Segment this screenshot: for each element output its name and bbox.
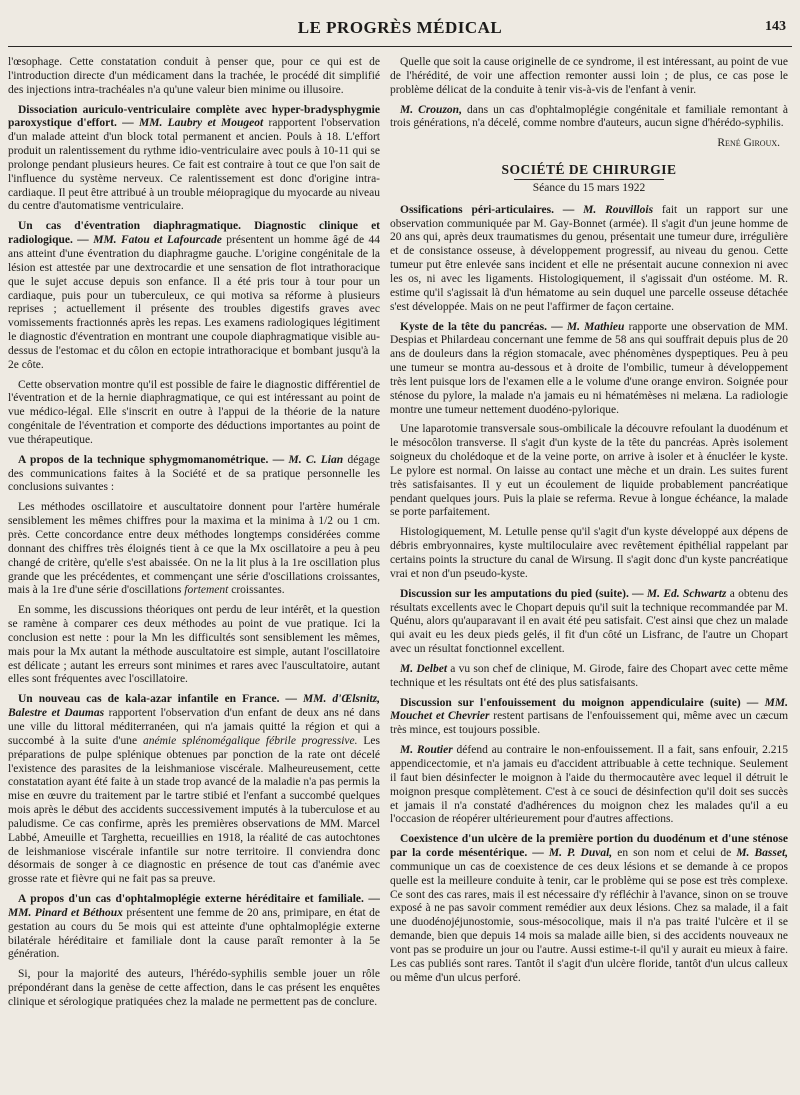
section-rule — [514, 179, 664, 180]
article-title: A propos de la technique sphygmomanométrique. — [18, 453, 269, 466]
article-title: Discussion sur l'enfouissement du moignon appendiculaire (suite) — [400, 696, 741, 709]
running-title: LE PROGRÈS MÉDICAL — [297, 18, 503, 37]
page-header — [8, 6, 792, 47]
article-title: A propos d'un cas d'ophtalmoplégie externe héréditaire et familiale. — [18, 893, 364, 906]
article-body: présentent une femme de 20 ans, primipare, en état de gestation au cours du 5e mois qui est atteinte d'une ophtalmoplégie externe bilatérale héréditaire et familiale dont la cause paraît remonter à la 5e génération. — [8, 906, 380, 961]
article-body: rapportent l'observation d'un malade atteint d'un block total permanent et ancien. Pouls à 18. L'effort produit un ralentissement du rythme idio-ventriculaire avec pouls à 10-11 qui se prolonge pendant plusieurs heures. Ce fait est contraire à tout ce que l'on sait de l'influence du système nerveux. Ce ralentissement est donc d'origine intra-cardiaque. Il peut être attribué à un trouble méiopragique du myocarde au niveau du centre d'automatisme ventriculaire. — [8, 117, 380, 213]
paragraph: Si, pour la majorité des auteurs, l'hérédo-syphilis semble jouer un rôle prépondérant dans la genèse de cette affection, dans le cas présent les enquêtes clinique et sérologique pratiquées chez la malade ne permettent pas de conclure. — [8, 968, 380, 1008]
article-kala-azar: Un nouveau cas de kala-azar infantile en France. — MM. d'Œlsnitz, Balestre et Daumas rapportent l'observation d'un enfant de deux ans né dans une ville du littoral méditerranéen, qui n'a jamais quitté la région et qui a succombé à la suite d'une anémie splénomégalique fébrile progressive. Les préparations de pulpe splénique obtenues par ponction de la rate ont décelé l'existence des parasites de la leishmaniose viscérale. Malheureusement, cette constatation ayant été faite à un stade trop avancé de la maladie n'a pas permis la mise en œuvre du traitement par le tartre stibié et l'enfant a succombé quelques mois après le début des accidents successivement imputés à la tuberculose et au paludisme. Ce cas confirme, après les premières observations de MM. Marcel Labbé, Ameuille et Targhetta, recueillies en 1918, la réalité de cas autochtones de leishmaniose viscérale infantile sur notre territoire. Il conviendra donc désormais de songer à ce diagnostic en présence de tout cas d'anémie avec grosse rate et fièvre qui ne fait pas sa preuve. — [8, 693, 380, 886]
article-authors: — M. Rouvillois — [562, 203, 654, 216]
article-title: Kyste de la tête du pancréas. — [400, 320, 548, 333]
article-title: Coexistence d'un ulcère de la première portion du duodénum et d'une sténose par la corde mésentérique. — [390, 833, 788, 860]
paragraph: Cette observation montre qu'il est possible de faire le diagnostic différentiel de l'éventration et de la hernie diaphragmatique, ce qui est intéressant au point de vue médico-légal. Elle s'inscrit en outre à l'appui de la théorie de la nature congénitale de l'éventration et comporte des déductions importantes au point de vue thérapeutique. — [8, 378, 380, 446]
article-title: Un nouveau cas de kala-azar infantile en France. — [18, 693, 280, 706]
paragraph: M. Delbet a vu son chef de clinique, M. Girode, faire des Chopart avec cette même technique et les résultats ont été des plus satisfaisants. — [390, 662, 788, 689]
right-column — [390, 56, 788, 1067]
page-number: 143 — [765, 19, 786, 34]
article-dissociation — [8, 104, 380, 215]
article-title: Discussion sur les amputations du pied (suite). — [400, 587, 629, 600]
article-authors: — M. C. Lian — [272, 453, 344, 466]
paragraph: Histologiquement, M. Letulle pense qu'il s'agit d'un kyste développé aux dépens de débris embryonnaires, kyste multiloculaire avec revêtement épithélial rappelant par certains points la structure du canal de Wirsung. Il s'agit donc d'un kyste pancréatique vrai et non d'un pseudo-kyste. — [390, 526, 788, 580]
article-authors: — MM. d'Œlsnitz, Balestre et Daumas — [8, 693, 380, 720]
article-title: Ossifications péri-articulaires. — [400, 203, 554, 216]
article-authors: — M. P. Duval, — [532, 847, 613, 860]
article-ophtalmoplegie — [8, 893, 380, 962]
paragraph: En somme, les discussions théoriques ont perdu de leur intérêt, et la question se ramène à comparer ces deux méthodes au point de vue pratique. Ici la conclusion est nette : pour la Mn les difficultés sont sensiblement les mêmes, mais pour la Mx autant la méthode auscultatoire est simple, autant l'oscillatoire est délicate ; autant les erreurs sont minimes et rares avec l'auscultatoire, autant elles sont fréquentes avec l'oscillatoire. — [8, 604, 380, 686]
article-authors: — MM. Pinard et Béthoux — [8, 893, 380, 919]
section-date: Séance du 15 mars 1922 — [532, 181, 646, 194]
article-body: fait un rapport sur une observation communiquée par M. Gay-Bonnet (armée). Il s'agit d'un jeune homme de 20 ans qui, après deux traumatismes du genou, présentait une tumeur dure, irrégulière et de consistance osseuse, à développement progressif, au niveau du genou. Cette tumeur put être enlevée sans incident et elle ne présentait aucune connexion ni avec les os, ni avec les ligaments. Histologiquement, il s'agissait d'un ostéome. M. R. estime qu'il s'agissait là d'un hématome au sein duquel une parcelle osseuse détachée s'est développée. Mais on ne peut l'affirmer de façon certaine. — [390, 203, 788, 313]
paragraph: Quelle que soit la cause originelle de ce syndrome, il est intéressant, au point de vue de l'hérédité, de voir une affection remonter aussi loin ; de plus, ce cas pose le problème délicat de la conduite à tenir vis-à-vis de l'enfant à venir. — [390, 56, 788, 96]
article-eventration — [8, 220, 380, 372]
article-sphygmomanometrie — [8, 454, 380, 496]
section-title: SOCIÉTÉ DE CHIRURGIE — [501, 162, 677, 178]
article-body: restent partisans de l'enfouissement qui, même avec un cæcum très mince, est toujours possible. — [390, 710, 788, 737]
article-moignon — [390, 697, 788, 739]
article-body: a obtenu des résultats excellents avec le Chopart depuis qu'il suit la technique recommandée par M. Quénu, alors qu'auparavant il en avait été peu satisfait. C'est ainsi que chez un malade qui avait eu les deux pieds gelés, il fit d'un côté un Lisfranc, de l'autre un Chopart avec un résultat fonctionnel excellent. — [390, 587, 788, 656]
article-authors: — M. Ed. Schwartz — [632, 587, 727, 600]
article-body: présentent un homme âgé de 44 ans atteint d'une éventration du diaphragme gauche. L'origine congénitale de la lésion est attestée par une dextrocardie et une sensation de flot intrathoracique que le sujet accuse depuis son enfance. Il a été pris tour à tour pour un cardiaque, puis pour un tuberculeux, ce qui motiva sa réforme à plusieurs reprises ; actuellement il présente des troubles digestifs graves avec vomissements fractionnés après les repas. Les examens radiologiques légitiment le diagnostic d'éventration en montrant une coupole diaphragmatique visible au-dessus de l'estomac et du côlon en ectopie intrathoracique et bombant jusqu'à la 2e côte. — [8, 234, 380, 371]
article-ossifications — [390, 204, 788, 315]
paragraph: Les méthodes oscillatoire et auscultatoire donnent pour l'artère humérale sensiblement les mêmes chiffres pour la maxima et la minima à 1/2 ou 1 cm. près. Cette concordance entre deux méthodes longtemps considérées comme donnant des chiffres très éloignés tient à ce que la Mx oscillatoire a peu à peu changé de critère, qu'elle s'est abaissée. On ne la lit plus à la 1re oscillation plus grande que les précédentes, et commençant une série d'oscillations croissantes, mais à la 1re d'une série d'oscillations fortement croissantes. — [8, 501, 380, 597]
article-kyste-pancreas — [390, 321, 788, 418]
paragraph: M. Crouzon, dans un cas d'ophtalmoplégie congénitale et familiale remontant à trois générations, n'a décelé, comme nombre d'auteurs, aucun signe d'hérédo-syphilis. — [390, 103, 788, 130]
article-body: rapportent l'observation d'un enfant de deux ans né dans une ville du littoral méditerranéen, qui n'a jamais quitté la région et qui a succombé à la suite d'une — [8, 707, 380, 747]
article-title: Un cas d'éventration diaphragmatique. Diagnostic clinique et radiologique. — [8, 220, 380, 247]
article-authors: — MM. Mouchet et Chevrier — [390, 696, 788, 723]
article-body: rapporte une observation de MM. Despias et Philardeau concernant une femme de 58 ans qui souffrait depuis plus de 20 ans de douleurs dans la région stomacale, avec phénomènes dyspeptiques. Peu à peu une tumeur se montra au-dessous et à droite de l'ombilic, tumeur à développement très lent puisque lors de l'examen elle a le volume d'une orange environ. Soignée pour sténose du pylore, la malade n'a jamais eu ni hématémèses ni melæna. La radiologie montre une tumeur nettement duodéno-pylorique. — [390, 320, 788, 416]
article-authors: — MM. Laubry et Mougeot — [122, 117, 264, 130]
article-ulcere: Coexistence d'un ulcère de la première portion du duodénum et d'une sténose par la corde mésentérique. — M. P. Duval, en son nom et celui de M. Basset, communique un cas de coexistence de ces deux lésions et se demande à ce propos quelle est la meilleure conduite à tenir, car le problème qui se pose est très complexe. Ce sont des cas rares, mais il est nécessaire d'y réfléchir à l'avance, sinon on se trouve exposé à ne pas savoir comment remédier aux deux lésions. Chez sa malade, il a fait une duodénojéjunostomie, sous-mésocolique, mais il n'a pas traité l'ulcère et il se demande, bien que depuis 14 mois sa malade aille bien, si des accidents nouveaux ne vont pas se produire un jour ou l'autre. Aussi estime-t-il qu'il y aurait eu mieux à faire. Les cas publiés sont rares. Tantôt il s'agit d'un ulcère floride, tantôt d'un ulcus calleux ou même d'un ulcus perforé. — [390, 833, 788, 984]
signature: René Giroux. — [717, 137, 780, 150]
paragraph: l'œsophage. Cette constatation conduit à penser que, pour ce qui est de l'introduction directe d'un médicament dans la trachée, le procédé dit simplifié des injections intra-trachéales n'a qu'une valeur bien minime ou illusoire. — [8, 56, 380, 96]
article-amputations — [390, 588, 788, 657]
article-title: Dissociation auriculo-ventriculaire complète avec hyper-bradysphygmie paroxystique d'effort. — [8, 103, 380, 130]
paragraph: Une laparotomie transversale sous-ombilicale la découvre refoulant la duodénum et le mésocôlon transverse. Il s'agit d'un kyste de la tête du pancréas. Après isolement soigneux du cholédoque et de la veine porte, on arrive à isoler et à énucléer le kyste. Le pylore est normal. On laisse au contact une mèche et un drain. Les suites furent très satisfaisantes. Il y eut un écoulement de liquide probablement pancréatique pendant quelques jours. Puis la plaie se referma. Revue à longue échéance, la malade se porte parfaitement. — [390, 423, 788, 519]
paragraph: M. Routier défend au contraire le non-enfouissement. Il a fait, sans enfouir, 2.215 appendicectomie, et n'a jamais eu d'accident attribuable à cette technique. Seulement il faut bien désinfecter le moignon à l'aide du thermocautère avec lequel il détruit le moignon presque complètement. C'est à ce souci de désinfection qu'il doit ses succès et jamais il n'a constaté d'adhérences du moignon chez les malades qu'il a eu l'occasion de réopérer ultérieurement pour d'autres affections. — [390, 744, 788, 826]
article-body: en son nom et celui de — [617, 847, 732, 860]
left-column — [8, 56, 380, 1067]
article-authors: — M. Mathieu — [551, 320, 625, 333]
article-body: dégage des communications faites à la Société et de sa pratique personnelle les conclusions suivantes : — [8, 453, 380, 494]
article-authors: — MM. Fatou et Lafourcade — [77, 234, 222, 247]
